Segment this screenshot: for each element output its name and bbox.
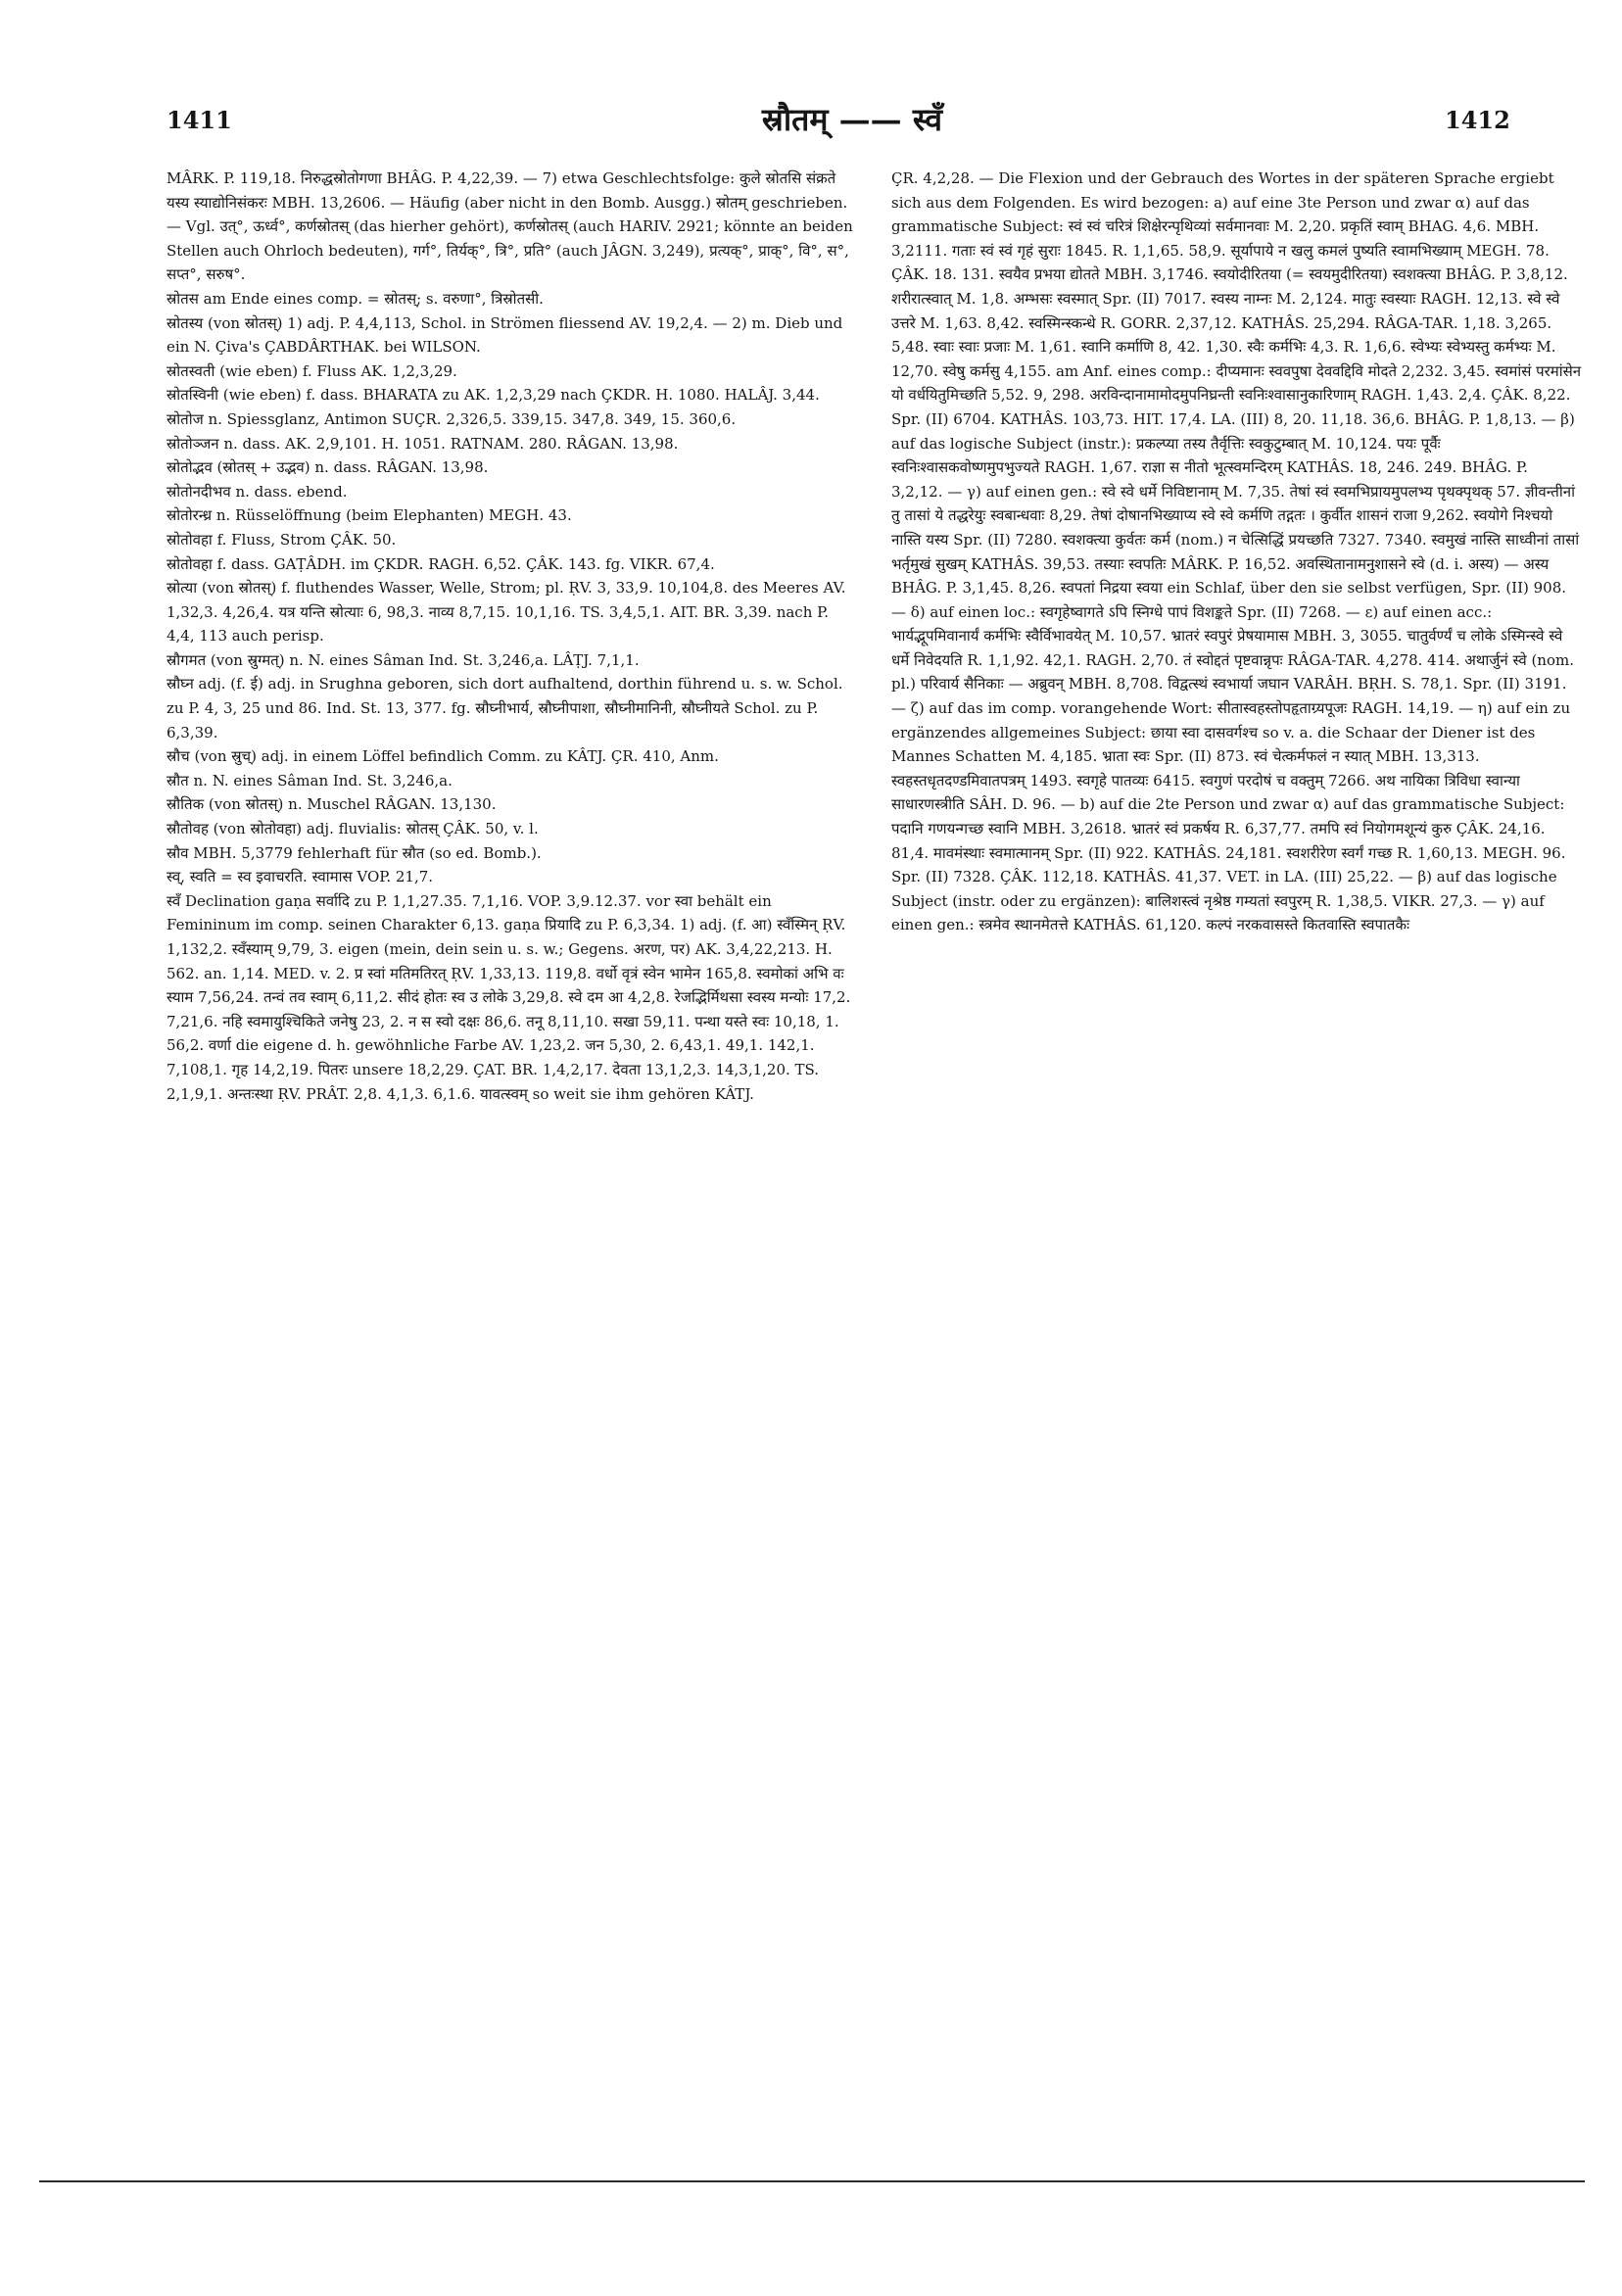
entry-continuation: MÂRK. P. 119,18. निरुद्धस्रोतोगणा BHÂG. P. 4,22,39. — 7) etwa Geschlechtsfolge: कुले स्रोतसि संक्रते यस्य स्याद्योनिसंकरः MBH. 13,2606. — Häufig (aber nicht in den Bomb. Ausgg.) स्रोतम् geschrieben. — Vgl. उत्°, ऊर्ध्व°, कर्णस्रोतस् (das hierher gehört), कर्णस्रोतस् (auch HARIV. 2921; könnte an beiden Stellen auch Ohrloch bedeuten), गर्ग°, तिर्यक्°, त्रि°, प्रति° (auch JÂGN. 3,249), प्रत्यक्°, प्राक्°, वि°, स°, सप्त°, सरुष°. [167,169,853,284]
page-header [0,98,1622,157]
entry: स्व्, स्वति = स्व इवाचरति. स्वामास VOP. 21,7. [167,868,434,886]
entry: स्रोतस्य (von स्रोतस्) 1) adj. P. 4,4,113, Schol. in Strömen fliessend AV. 19,2,4. — 2) m. Dieb und ein N. Çiva's ÇABDÂRTHAK. bei WILSON. [167,313,843,357]
entry: स्वँ Declination gaṇa सर्वादि zu P. 1,1,27.35. 7,1,16. VOP. 3,9.12.37. vor स्वा behält ein Femininum im comp. seinen Charakter 6,13. gaṇa प्रियादि zu P. 6,3,34. 1) adj. (f. आ) स्वँस्मिन् ṚV. 1,132,2. स्वँस्याम् 9,79, 3. eigen (mein, dein sein u. s. w.; Gegens. अरण, पर) AK. 3,4,22,213. H. 562. an. 1,14. MED. v. 2. प्र स्वां मतिमतिरत् ṚV. 1,33,13. 119,8. वर्धो वृत्रं स्वेन भामेन 165,8. स्वमोकां अभि वः स्याम 7,56,24. तन्वं तव स्वाम् 6,11,2. सीदं होतः स्व उ लोके 3,29,8. स्वे दम आ 4,2,8. रेजद्भिर्मिथसा स्वस्य मन्योः 17,2. 7,21,6. नहि स्वमायुश्चिकिते जनेषु 23, 2. न स स्वो दक्षः 86,6. तनू 8,11,10. सखा 59,11. पन्था यस्ते स्वः 10,18, 1. 56,2. वर्णा die eigene d. h. gewöhnliche Farbe AV. 1,23,2. जन 5,30, 2. 6,43,1. 49,1. 142,1. 7,108,1. गृह 14,2,19. पितरः unsere 18,2,29. ÇAT. BR. 1,4,2,17. देवता 13,1,2,3. 14,3,1,20. TS. 2,1,9,1. अन्तःस्था ṚV. PRÂT. 2,8. 4,1,3. 6,1.6. यावत्स्वम् so weit sie ihm gehören KÂTJ. [167,891,851,1103]
entry: स्रोतस्वती (wie eben) f. Fluss AK. 1,2,3,29. [167,361,457,380]
right-column [891,167,1582,1851]
entry: स्रोतोवहा f. dass. GAṬÂDH. im ÇKDR. RAGH. 6,52. ÇÂK. 143. fg. VIKR. 67,4. [167,554,715,573]
column-number-right: 1412 [1445,106,1510,134]
entry: स्रौच (von स्रुच्) adj. in einem Löffel befindlich Comm. zu KÂTJ. ÇR. 410, Anm. [167,747,719,766]
entry-continuation: ÇR. 4,2,28. — Die Flexion und der Gebrauch des Wortes in der späteren Sprache ergiebt sich aus dem Folgenden. Es wird bezogen: a) auf eine 3te Person und zwar α) auf das grammatische Subject: स्वं स्वं चरित्रं शिक्षेरन्पृथिव्यां सर्वमानवाः M. 2,20. प्रकृतिं स्वाम् BHAG. 4,6. MBH. 3,2111. गताः स्वं स्वं गृहं सुराः 1845. R. 1,1,65. 58,9. सूर्यापाये न खलु कमलं पुष्यति स्वामभिख्याम् MEGH. 78. ÇÂK. 18. 131. स्वयैव प्रभया द्योतते MBH. 3,1746. स्वयोदीरितया (= स्वयमुदीरितया) स्वशक्त्या BHÂG. P. 3,8,12. शरीरात्स्वात् M. 1,8. अम्भसः स्वस्मात् Spr. (II) 7017. स्वस्य नाम्नः M. 2,124. मातुः स्वस्याः RAGH. 12,13. स्वे स्वे उत्तरे M. 1,63. 8,42. स्वस्मिन्स्कन्धे R. GORR. 2,37,12. KATHÂS. 25,294. RÂGA-TAR. 1,18. 3,265. 5,48. स्वाः स्वाः प्रजाः M. 1,61. स्वानि कर्माणि 8, 42. 1,30. स्वैः कर्मभिः 4,3. R. 1,6,6. स्वेभ्यः स्वेभ्यस्तु कर्मभ्यः M. 12,70. स्वेषु कर्मसु 4,155. am Anf. eines comp.: दीप्यमानः स्ववपुषा देववद्दिवि मोदते 2,232. 3,45. स्वमांसं परमांसेन यो वर्धयितुमिच्छति 5,52. 9, 298. अरविन्दानामामोदमुपनिघ्रन्ती स्वनिःश्वासानुकारिणाम् RAGH. 1,43. 2,4. ÇÂK. 8,22. Spr. (II) 6704. KATHÂS. 103,73. HIT. 17,4. LA. (III) 8, 20. 11,18. 36,6. BHÂG. P. 1,8,13. — β) auf das logische Subject (instr.): प्रकल्प्या तस्य तैर्वृत्तिः स्वकुटुम्बात् M. 10,124. पयः पूर्वैः स्वनिःश्वासकवोष्णमुपभुज्यते RAGH. 1,67. राज्ञा स नीतो भूत्स्वमन्दिरम् KATHÂS. 18, 246. 249. BHÂG. P. 3,2,12. — γ) auf einen gen.: स्वे स्वे धर्मे निविष्टानाम् M. 7,35. तेषां स्वं स्वमभिप्रायमुपलभ्य पृथक्पृथक् 57. ज्ञीवन्तीनां तु तासां ये तद्धरेयुः स्वबान्धवाः 8,29. तेषां दोषानभिख्याप्य स्वे स्वे कर्मणि तद्गतः । कुर्वीत शासनं राजा 9,262. स्वयोगे निश्चयो नास्ति यस्य Spr. (II) 7280. स्वशक्त्या कुर्वतः कर्म (nom.) न चेत्सिद्धिं प्रयच्छति 7327. 7340. स्वमुखं नास्ति साध्वीनां तासां भर्तृमुखं सुखम् KATHÂS. 39,53. तस्याः स्वपतिः MÂRK. P. 16,52. अवस्थितानामनुशासने स्वे (d. i. अस्य) — अस्य BHÂG. P. 3,1,45. 8,26. स्वपतां निद्रया स्वया ein Schlaf, über den sie selbst verfügen, Spr. (II) 908. — δ) auf einen loc.: स्वगृहेष्वागते ऽपि स्निग्धे पापं विशङ्कते Spr. (II) 7268. — ε) auf einen acc.: भार्यद्भूपमिवानार्यं कर्मभिः स्वैर्विभावयेत् M. 10,57. भ्रातरं स्वपुरं प्रेषयामास MBH. 3, 3055. चातुर्वर्ण्यं च लोके ऽस्मिन्स्वे स्वे धर्मे निवेदयति R. 1,1,92. 42,1. RAGH. 2,70. तं स्वोद्दतं पृष्टवान्नृपः RÂGA-TAR. 4,278. 414. अथार्जुनं स्वे (nom. pl.) परिवार्य सैनिकाः — अब्रुवन् MBH. 8,708. विद्वत्स्थं स्वभार्या जघान VARÂH. BṚH. S. 78,1. Spr. (II) 3191. — ζ) auf das im comp. vorangehende Wort: सीतास्वहस्तोपहृताग्र्यपूजः RAGH. 14,19. — η) auf ein zu ergänzendes allgemeines Subject: छाया स्वा दासवर्गश्च so v. a. die Schaar der Diener ist des Mannes Schatten M. 4,185. भ्राता स्वः Spr. (II) 873. स्वं चेत्कर्मफलं न स्यात् MBH. 13,313. स्वहस्तधृतदण्डमिवातपत्रम् 1493. स्वगृहे पातव्यः 6415. स्वगुणं परदोषं च वक्तुम् 7266. अथ नायिका त्रिविधा स्वान्या साधारणस्त्रीति SÂH. D. 96. — b) auf die 2te Person und zwar α) auf das grammatische Subject: पदानि गणयन्गच्छ स्वानि MBH. 3,2618. भ्रातरं स्वं प्रकर्षय R. 6,37,77. तमपि स्वं नियोगमशून्यं कुरु ÇÂK. 24,16. 81,4. मावमंस्थाः स्वमात्मानम् Spr. (II) 922. KATHÂS. 24,181. स्वशरीरेण स्वर्गं गच्छ R. 1,60,13. MEGH. 96. Spr. (II) 7328. ÇÂK. 112,18. KATHÂS. 41,37. VET. in LA. (III) 25,22. — β) auf das logische Subject (instr. oder zu ergänzen): बालिशस्त्वं नृश्रेष्ठ गम्यतां स्वपुरम् R. 1,38,5. VIKR. 27,3. — γ) auf einen gen.: स्त्रमेव स्थानमेतत्ते KATHÂS. 61,120. कल्पं नरकवासस्ते कितवास्ति स्वपातकैः [891,169,1582,934]
entry: स्रोतोञ्जन n. dass. AK. 2,9,101. H. 1051. RATNAM. 280. RÂGAN. 13,98. [167,434,679,453]
entry: स्रौत n. N. eines Sâman Ind. St. 3,246,a. [167,771,453,789]
entry: स्रौगमत (von स्रुग्मत्) n. N. eines Sâman Ind. St. 3,246,a. LÂṬJ. 7,1,1. [167,650,640,669]
entry: स्रोतस्विनी (wie eben) f. dass. BHARATA zu AK. 1,2,3,29 nach ÇKDR. H. 1080. HALÂJ. 3,44. [167,386,820,405]
entry: स्रोतोनदीभव n. dass. ebend. [167,482,348,501]
left-column [167,167,857,1851]
entry: स्रौतिक (von स्रोतस्) n. Muschel RÂGAN. 13,130. [167,795,497,814]
entry: स्रोतोरन्ध्र n. Rüsselöffnung (beim Elephanten) MEGH. 43. [167,506,572,525]
column-number-left: 1411 [167,106,232,134]
entry: स्रौव MBH. 5,3779 fehlerhaft für स्रौत (so ed. Bomb.). [167,843,542,862]
entry: स्रोत्या (von स्रोतस्) f. fluthendes Wasser, Welle, Strom; pl. ṚV. 3, 33,9. 10,104,8. des Meeres AV. 1,32,3. 4,26,4. यत्र यन्ति स्रोत्याः 6, 98,3. नाव्य 8,7,15. 10,1,16. TS. 3,4,5,1. AIT. BR. 3,39. nach P. 4,4, 113 auch perisp. [167,579,846,646]
entry: स्रौतोवह (von स्रोतोवहा) adj. fluvialis: स्रोतस् ÇÂK. 50, v. l. [167,820,539,838]
entry: स्रोतोद्भव (स्रोतस् + उद्भव) n. dass. RÂGAN. 13,98. [167,458,489,477]
entry: स्रोतोज n. Spiessglanz, Antimon SUÇR. 2,326,5. 339,15. 347,8. 349, 15. 360,6. [167,409,737,428]
page-title: स्रौतम् —— स्वँ [761,101,943,138]
entry: स्रोतोवहा f. Fluss, Strom ÇÂK. 50. [167,530,397,549]
entry: स्रौघ्न adj. (f. ई) adj. in Srughna geboren, sich dort aufhaltend, dorthin führend u. s. w. Schol. zu P. 4, 3, 25 und 86. Ind. St. 13, 377. fg. स्रौघ्नीभार्य, स्रौघ्नीपाशा, स्रौघ्नीमानिनी, स्रौघ्नीयते Schol. zu P. 6,3,39. [167,675,843,741]
footer-rule [39,2180,1585,2182]
entry: स्रोतस am Ende eines comp. = स्रोतस्; s. वरुणा°, त्रिस्रोतसी. [167,289,544,308]
